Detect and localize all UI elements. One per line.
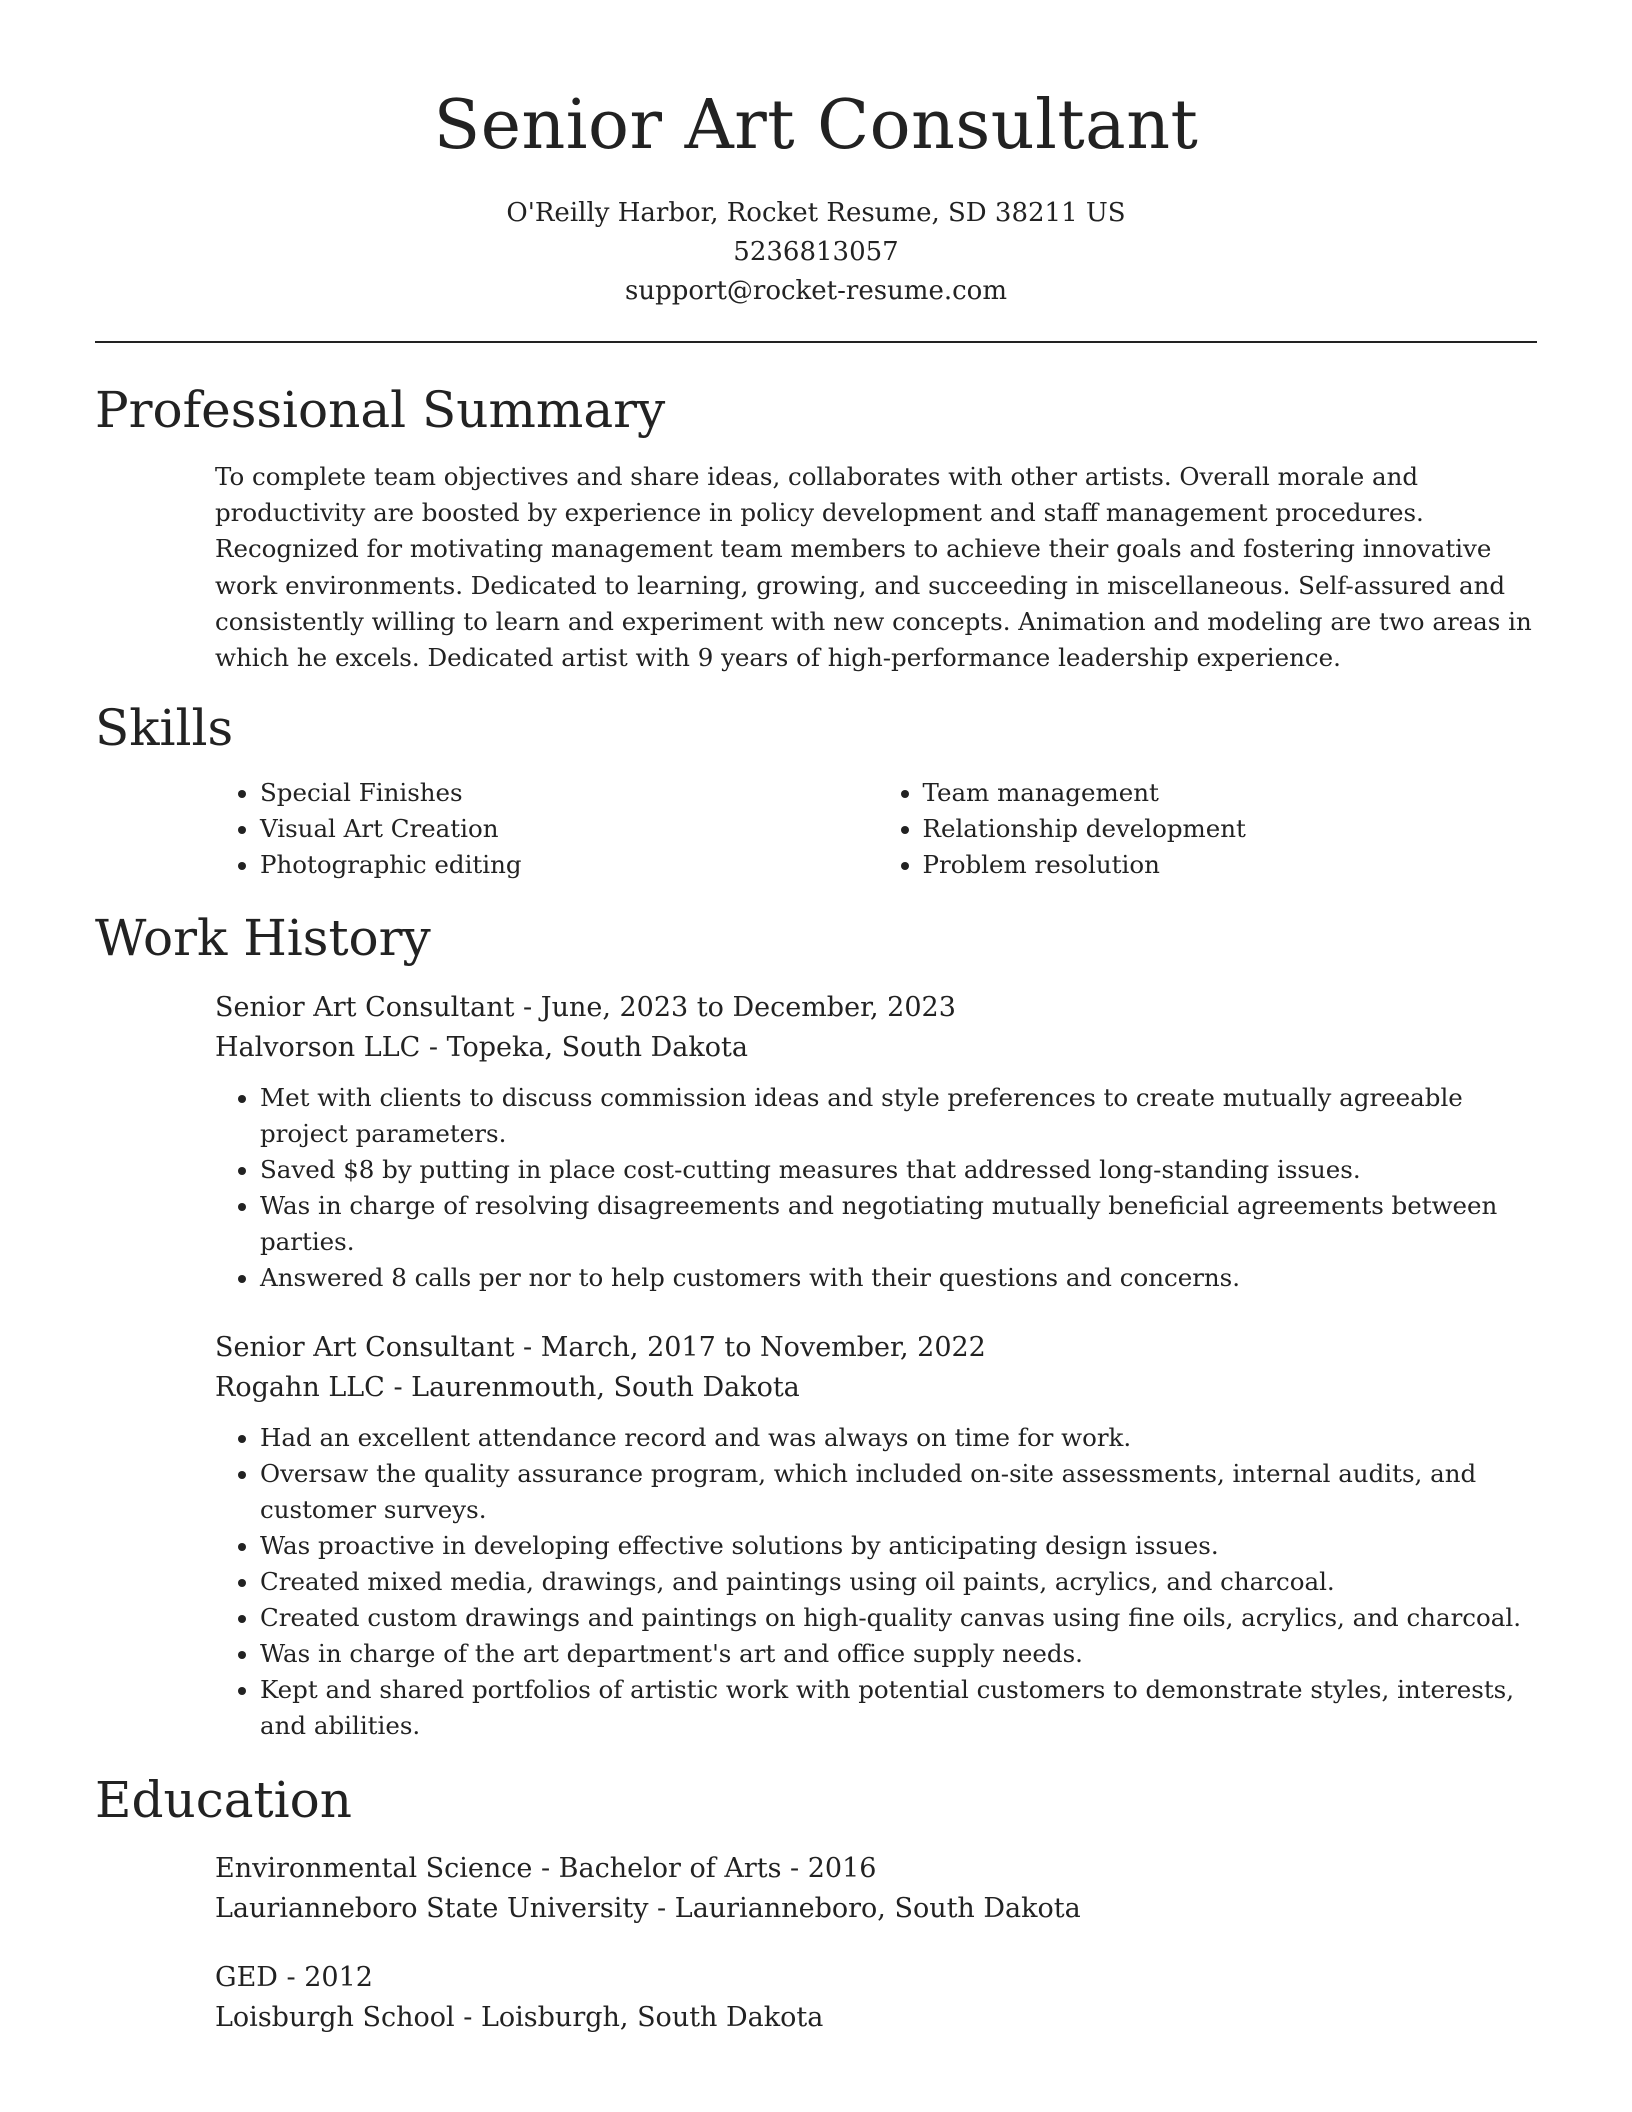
skill-item: • Photographic editing — [260, 847, 878, 883]
work-heading: Work History — [95, 909, 431, 967]
job-role-line: Senior Art Consultant - March, 2017 to November, 2022 — [215, 1332, 986, 1363]
job-entry — [215, 988, 1540, 1296]
education-entry — [215, 1849, 1540, 1929]
skill-item: • Visual Art Creation — [260, 811, 878, 847]
header-divider — [95, 341, 1537, 343]
job-company-line: Rogahn LLC - Laurenmouth, South Dakota — [215, 1372, 800, 1403]
skills-column-left — [215, 775, 878, 883]
job-bullet: • Saved $8 by putting in place cost-cutting measures that addressed long-standing issues. — [260, 1152, 1540, 1188]
job-bullets — [215, 1420, 1540, 1744]
education-degree: Environmental Science - Bachelor of Arts - 2016 — [215, 1853, 877, 1884]
education-school-line: Laurianneboro State University - Laurianneboro, South Dakota — [215, 1893, 1081, 1924]
resume-header — [0, 0, 1632, 311]
job-bullet: • Had an excellent attendance record and was always on time for work. — [260, 1420, 1540, 1456]
job-bullets — [215, 1080, 1540, 1296]
education-school: Laurianneboro State University — [215, 1893, 649, 1924]
contact-block — [0, 194, 1632, 311]
contact-address: O'Reilly Harbor, Rocket Resume, SD 38211 US — [506, 198, 1126, 228]
job-dates: March, 2017 to November, 2022 — [540, 1332, 986, 1363]
job-dates: June, 2023 to December, 2023 — [540, 992, 956, 1023]
education-location: Laurianneboro, South Dakota — [674, 1893, 1081, 1924]
skill-item: • Special Finishes — [260, 775, 878, 811]
job-bullet: • Answered 8 calls per nor to help customers with their questions and concerns. — [260, 1260, 1540, 1296]
job-role: Senior Art Consultant — [215, 992, 515, 1023]
education-entry — [215, 1958, 1540, 2038]
education-school-line: Loisburgh School - Loisburgh, South Dakota — [215, 2002, 824, 2033]
skills-list — [215, 775, 1540, 883]
job-company-line: Halvorson LLC - Topeka, South Dakota — [215, 1032, 748, 1063]
skill-item: • Team management — [923, 775, 1541, 811]
job-location: Laurenmouth, South Dakota — [411, 1372, 800, 1403]
education-school: Loisburgh School — [215, 2002, 455, 2033]
skills-column-right — [878, 775, 1541, 883]
job-bullet: • Was in charge of resolving disagreements and negotiating mutually beneficial agreements between parties. — [260, 1188, 1540, 1260]
job-bullet: • Oversaw the quality assurance program, which included on-site assessments, internal audits, and customer surveys. — [260, 1456, 1540, 1528]
skill-item: • Relationship development — [923, 811, 1541, 847]
job-bullet: • Created mixed media, drawings, and paintings using oil paints, acrylics, and charcoal. — [260, 1564, 1540, 1600]
job-bullet: • Created custom drawings and paintings on high-quality canvas using fine oils, acrylics, and charcoal. — [260, 1600, 1540, 1636]
job-company: Rogahn LLC — [215, 1372, 385, 1403]
contact-phone: 5236813057 — [733, 237, 899, 267]
job-bullet: • Met with clients to discuss commission ideas and style preferences to create mutually agreeable project parameters. — [260, 1080, 1540, 1152]
job-location: Topeka, South Dakota — [446, 1032, 748, 1063]
job-role-line: Senior Art Consultant - June, 2023 to December, 2023 — [215, 992, 956, 1023]
summary-heading: Professional Summary — [95, 381, 666, 439]
job-bullet: • Was proactive in developing effective solutions by anticipating design issues. — [260, 1528, 1540, 1564]
education-degree: GED - 2012 — [215, 1962, 373, 1993]
job-entry — [215, 1328, 1540, 1744]
skills-heading: Skills — [95, 699, 234, 757]
education-heading: Education — [95, 1771, 352, 1829]
education-location: Loisburgh, South Dakota — [480, 2002, 824, 2033]
job-bullet: • Was in charge of the art department's art and office supply needs. — [260, 1636, 1540, 1672]
summary-text: To complete team objectives and share ideas, collaborates with other artists. Overall morale and productivity are boosted by experience in policy development and staff management procedures. Recognized for motivating management team members to achieve their goals and fostering innovative work environments. Dedicated to learning, growing, and succeeding in miscellaneous. Self-assured and consistently willing to learn and experiment with new concepts. Animation and modeling are two areas in which he excels. Dedicated artist with 9 years of high-performance leadership experience. — [215, 462, 1532, 673]
job-bullet: • Kept and shared portfolios of artistic work with potential customers to demonstrate styles, interests, and abilities. — [260, 1672, 1540, 1744]
job-company: Halvorson LLC — [215, 1032, 421, 1063]
contact-email: support@rocket-resume.com — [624, 276, 1007, 306]
skill-item: • Problem resolution — [923, 847, 1541, 883]
candidate-title: Senior Art Consultant — [433, 86, 1199, 165]
job-role: Senior Art Consultant — [215, 1332, 515, 1363]
